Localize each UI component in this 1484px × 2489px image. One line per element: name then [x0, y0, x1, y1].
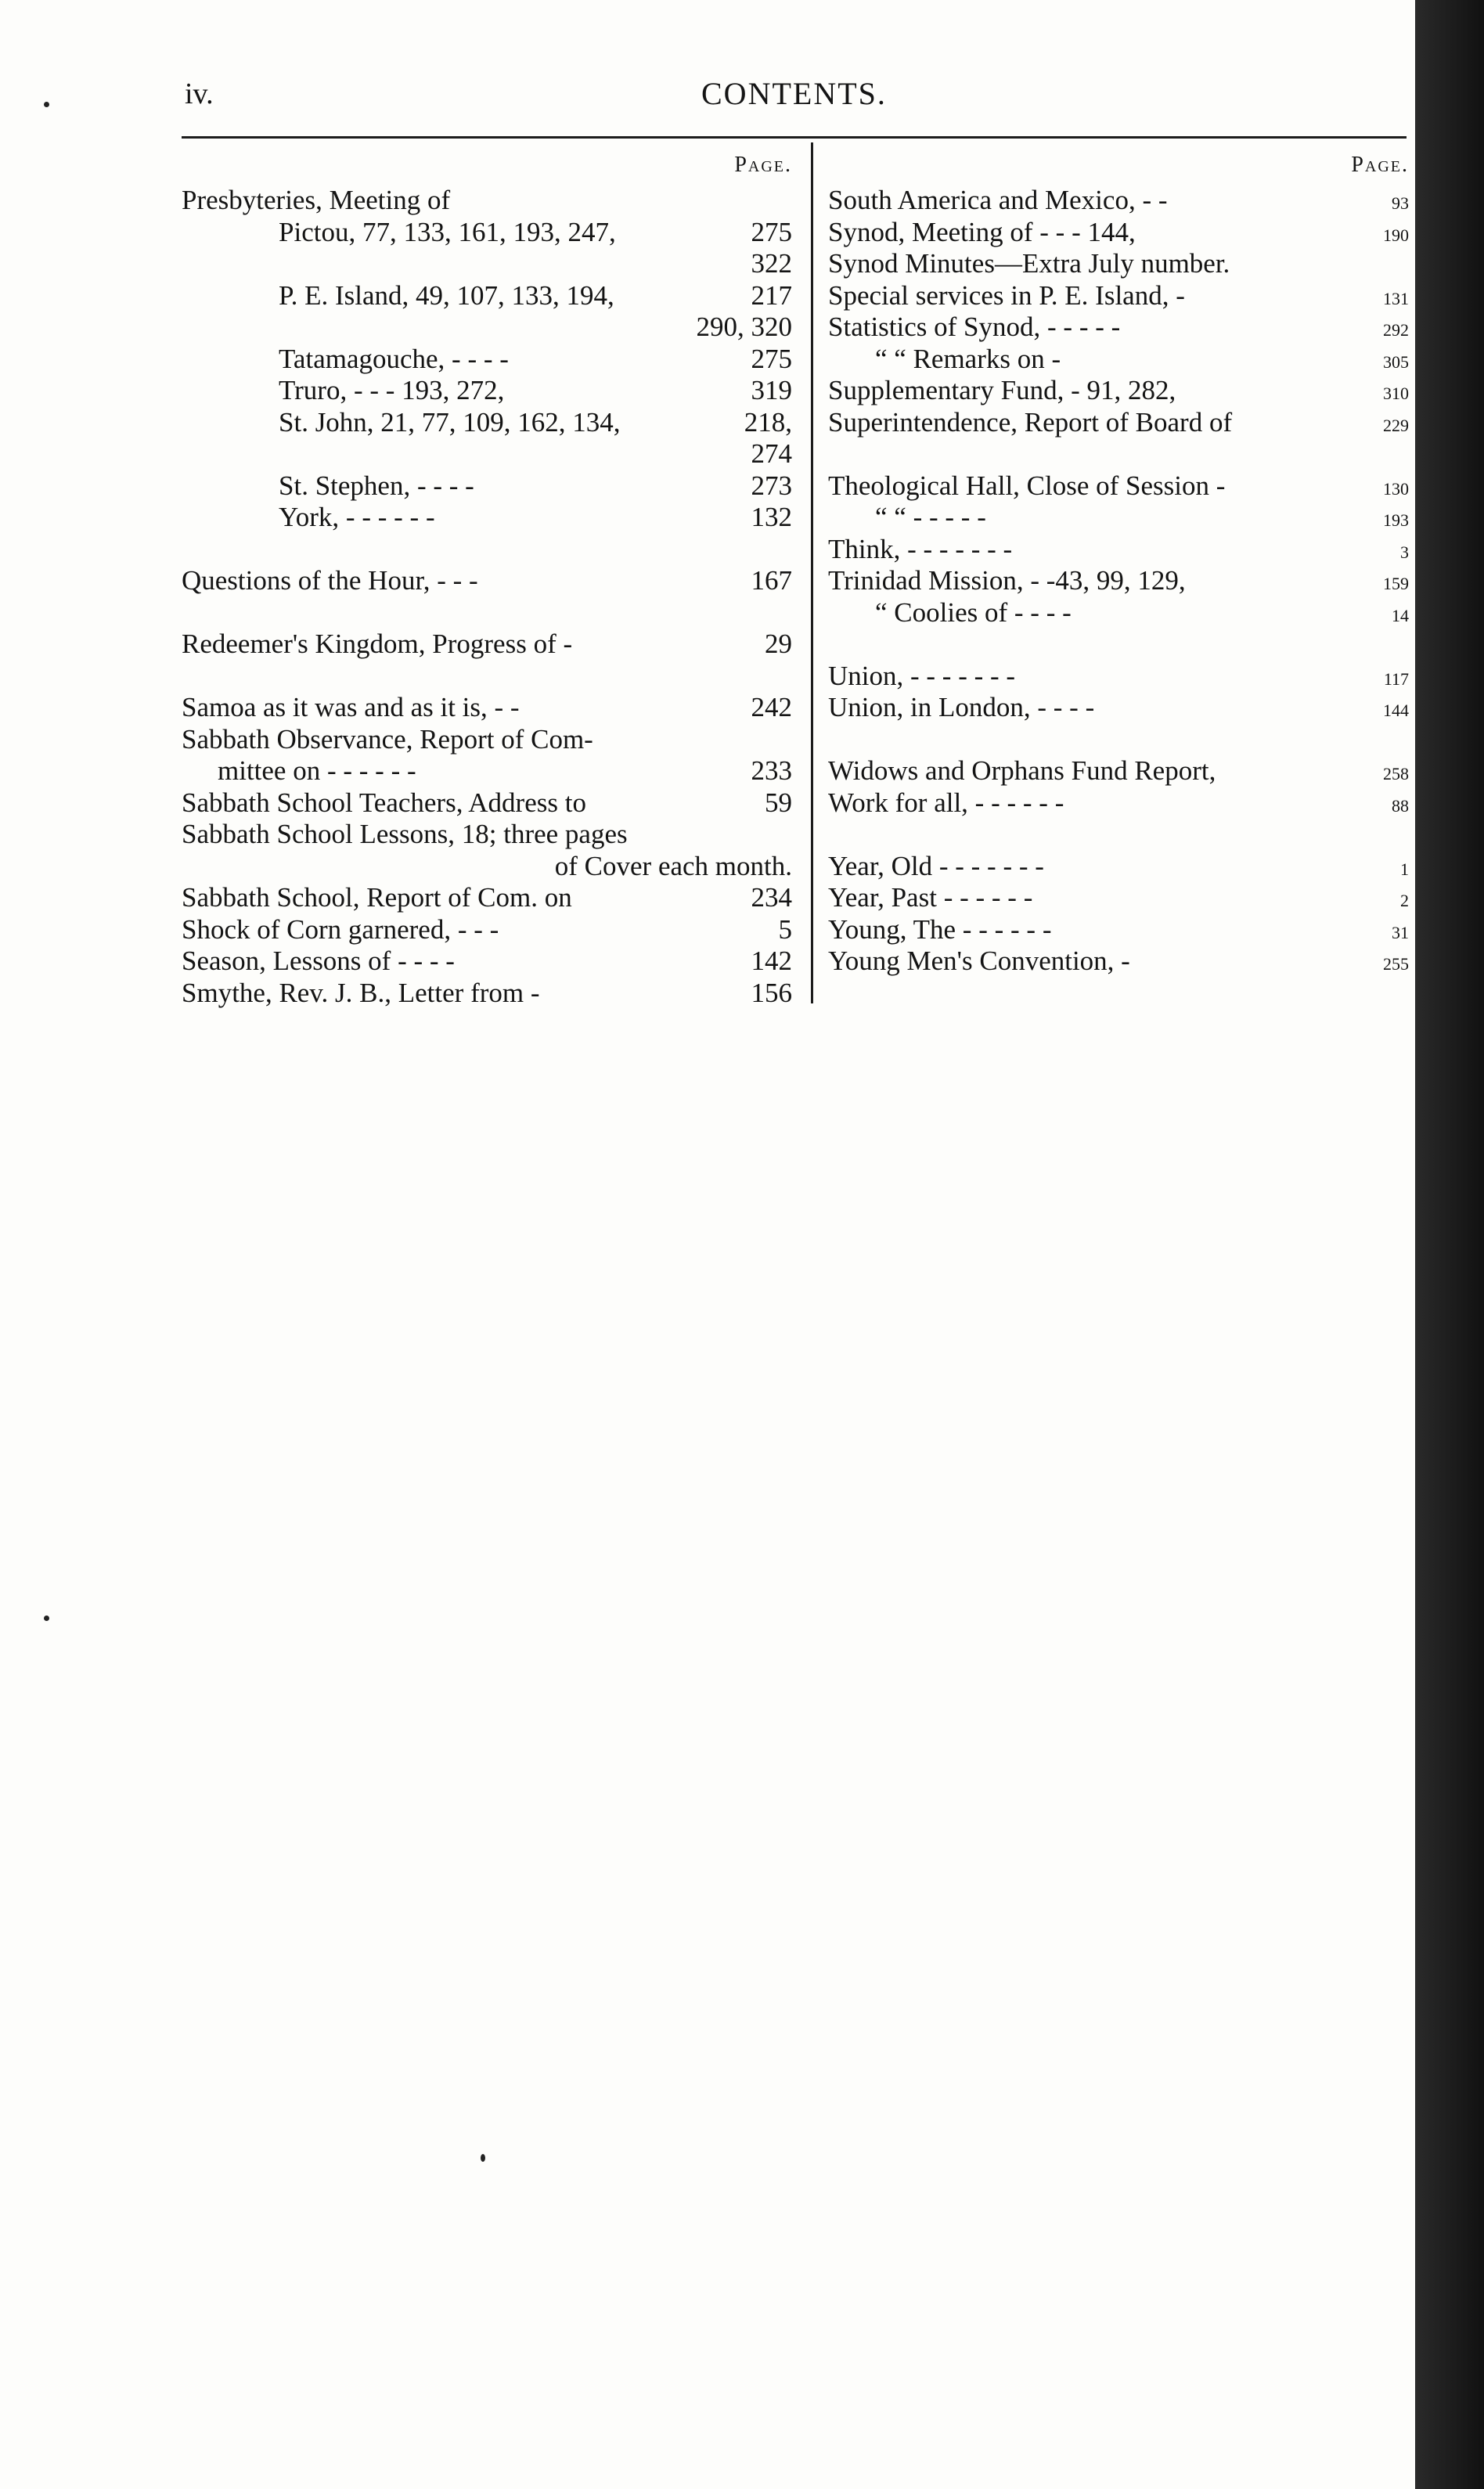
entry-page: 274	[751, 438, 792, 469]
index-entry	[182, 629, 792, 661]
entry-title: Sabbath School, Report of Com. on	[182, 882, 572, 913]
entry-page: 31	[1392, 922, 1409, 942]
index-entry	[182, 375, 792, 407]
index-entry	[182, 724, 792, 756]
entry-title: Statistics of Synod, - - - - -	[828, 312, 1121, 342]
entry-page: 159	[1383, 574, 1409, 593]
index-entry	[182, 819, 792, 851]
entry-title: Special services in P. E. Island, -	[828, 279, 1185, 311]
index-entry	[828, 470, 1409, 502]
index-entry	[828, 375, 1409, 407]
scan-speck	[44, 102, 49, 107]
right-column	[828, 146, 1409, 978]
index-entry	[828, 914, 1409, 946]
index-entry	[828, 248, 1409, 280]
right-entry-list	[828, 185, 1409, 978]
entry-title: Year, Past - - - - - -	[828, 882, 1033, 913]
entry-title: Trinidad Mission, - -43, 99, 129,	[828, 565, 1186, 596]
entry-page: 131	[1383, 288, 1409, 308]
page-column-label: Page.	[1351, 153, 1409, 177]
entry-page: 5	[778, 913, 792, 945]
entry-page: 88	[1392, 795, 1409, 816]
entry-title: Sabbath School Lessons, 18; three pages	[182, 819, 628, 849]
entry-page: 156	[751, 977, 792, 1008]
entry-spacer	[828, 819, 1409, 851]
entry-title: Young Men's Convention, -	[828, 946, 1130, 976]
entry-title: “ “ - - - - -	[875, 502, 986, 532]
entry-page: 142	[751, 946, 792, 976]
entry-title: “ “ Remarks on -	[875, 343, 1061, 374]
index-entry	[182, 470, 792, 502]
entry-page: 234	[751, 882, 792, 913]
entry-page: 305	[1383, 351, 1409, 372]
entry-page: 1	[1400, 859, 1409, 879]
entry-page: 322	[751, 248, 792, 279]
index-entry	[828, 661, 1409, 693]
index-entry	[182, 565, 792, 597]
entry-page: 29	[765, 629, 792, 659]
left-entry-list	[182, 185, 792, 1009]
index-entry	[828, 185, 1409, 217]
index-entry	[182, 185, 792, 217]
entry-page: 217	[751, 279, 792, 311]
index-entry	[828, 946, 1409, 978]
entry-title: Questions of the Hour, - - -	[182, 565, 478, 596]
index-entry	[828, 787, 1409, 819]
index-entry	[828, 217, 1409, 249]
page-title: CONTENTS.	[701, 76, 887, 111]
index-entry	[182, 914, 792, 946]
scan-speck	[44, 1616, 49, 1621]
index-entry	[828, 692, 1409, 724]
entry-title: Pictou, 77, 133, 161, 193, 247,	[279, 216, 616, 247]
entry-spacer	[828, 724, 1409, 756]
entry-page: 275	[751, 343, 792, 374]
entry-title: Theological Hall, Close of Session -	[828, 470, 1226, 501]
index-entry	[182, 882, 792, 914]
index-entry	[828, 882, 1409, 914]
index-entry	[828, 755, 1409, 787]
entry-page: 3	[1400, 542, 1409, 562]
entry-title: Young, The - - - - - -	[828, 913, 1052, 945]
entry-page: 167	[751, 565, 792, 596]
index-entry	[828, 534, 1409, 566]
entry-title: York, - - - - - -	[279, 502, 435, 532]
index-entry	[182, 248, 792, 280]
entry-title: Season, Lessons of - - - -	[182, 946, 455, 976]
index-entry	[828, 851, 1409, 883]
entry-page: 229	[1383, 415, 1409, 435]
entry-page: 310	[1383, 384, 1409, 403]
index-entry	[182, 755, 792, 787]
entry-page: 132	[751, 502, 792, 532]
entry-title: Widows and Orphans Fund Report,	[828, 755, 1216, 786]
index-entry	[828, 597, 1409, 629]
entry-title: P. E. Island, 49, 107, 133, 194,	[279, 279, 614, 311]
entry-page: 273	[751, 470, 792, 501]
entry-page: 258	[1383, 764, 1409, 783]
page-number: iv.	[185, 77, 214, 110]
index-entry	[828, 312, 1409, 344]
entry-page: 292	[1383, 320, 1409, 340]
scan-speck	[481, 2154, 485, 2162]
entry-page: 190	[1383, 225, 1409, 245]
index-entry	[828, 565, 1409, 597]
index-entry	[182, 978, 792, 1010]
index-entry	[182, 217, 792, 249]
entry-spacer	[828, 629, 1409, 661]
entry-title: Union, - - - - - - -	[828, 660, 1016, 691]
index-entry	[182, 502, 792, 534]
index-entry	[182, 787, 792, 819]
index-entry	[182, 438, 792, 470]
header-rule	[182, 136, 1407, 139]
entry-page: 193	[1383, 510, 1409, 530]
entry-title: “ Coolies of - - - -	[875, 596, 1072, 628]
entry-page: 242	[751, 692, 792, 722]
entry-page: of Cover each month.	[554, 850, 792, 881]
entry-page: 144	[1383, 701, 1409, 720]
entry-title: Supplementary Fund, - 91, 282,	[828, 375, 1176, 405]
entry-page: 59	[765, 787, 792, 818]
index-entry	[182, 692, 792, 724]
index-entry	[182, 312, 792, 344]
index-entry	[182, 946, 792, 978]
entry-page: 275	[751, 216, 792, 247]
entry-page: 290, 320	[696, 312, 792, 342]
entry-page: 255	[1383, 954, 1409, 974]
entry-page: 233	[751, 755, 792, 786]
index-entry	[182, 407, 792, 439]
entry-page: 117	[1383, 668, 1409, 689]
entry-title: St. John, 21, 77, 109, 162, 134,	[279, 406, 621, 438]
entry-title: Presbyteries, Meeting of	[182, 185, 451, 215]
entry-page: 2	[1400, 891, 1409, 910]
entry-title: Synod, Meeting of - - - 144,	[828, 216, 1136, 247]
index-entry	[828, 502, 1409, 534]
entry-title: Samoa as it was and as it is, - -	[182, 692, 520, 722]
column-divider	[811, 142, 813, 1003]
entry-title: Think, - - - - - - -	[828, 533, 1013, 564]
entry-page: 14	[1392, 605, 1409, 625]
entry-title: Sabbath Observance, Report of Com-	[182, 723, 593, 755]
entry-page: 130	[1383, 478, 1409, 499]
entry-title: Truro, - - - 193, 272,	[279, 375, 505, 405]
entry-title: St. Stephen, - - - -	[279, 470, 474, 501]
entry-spacer	[828, 438, 1409, 470]
left-column	[182, 146, 792, 1009]
entry-title: Synod Minutes—Extra July number.	[828, 248, 1230, 279]
entry-page: 319	[751, 375, 792, 405]
entry-title: Work for all, - - - - - -	[828, 787, 1064, 818]
entry-spacer	[182, 597, 792, 629]
entry-title: Redeemer's Kingdom, Progress of -	[182, 629, 573, 659]
page-column-label: Page.	[734, 153, 792, 177]
index-entry	[182, 851, 792, 883]
entry-title: Tatamagouche, - - - -	[279, 343, 509, 374]
index-entry	[828, 344, 1409, 376]
index-entry	[828, 280, 1409, 312]
entry-spacer	[182, 534, 792, 566]
index-entry	[182, 344, 792, 376]
entry-page: 93	[1392, 193, 1409, 213]
entry-title: Superintendence, Report of Board of	[828, 406, 1233, 438]
entry-spacer	[182, 661, 792, 693]
entry-title: Smythe, Rev. J. B., Letter from -	[182, 977, 540, 1008]
entry-title: Shock of Corn garnered, - - -	[182, 913, 499, 945]
scan-edge-shadow	[1409, 0, 1484, 2489]
index-entry	[828, 407, 1409, 439]
entry-title: Sabbath School Teachers, Address to	[182, 787, 586, 818]
entry-title: Union, in London, - - - -	[828, 692, 1095, 722]
entry-page: 218,	[744, 406, 792, 438]
entry-title: mittee on - - - - - -	[218, 755, 416, 786]
index-entry	[182, 280, 792, 312]
entry-title: South America and Mexico, - -	[828, 185, 1168, 215]
entry-title: Year, Old - - - - - - -	[828, 850, 1044, 881]
